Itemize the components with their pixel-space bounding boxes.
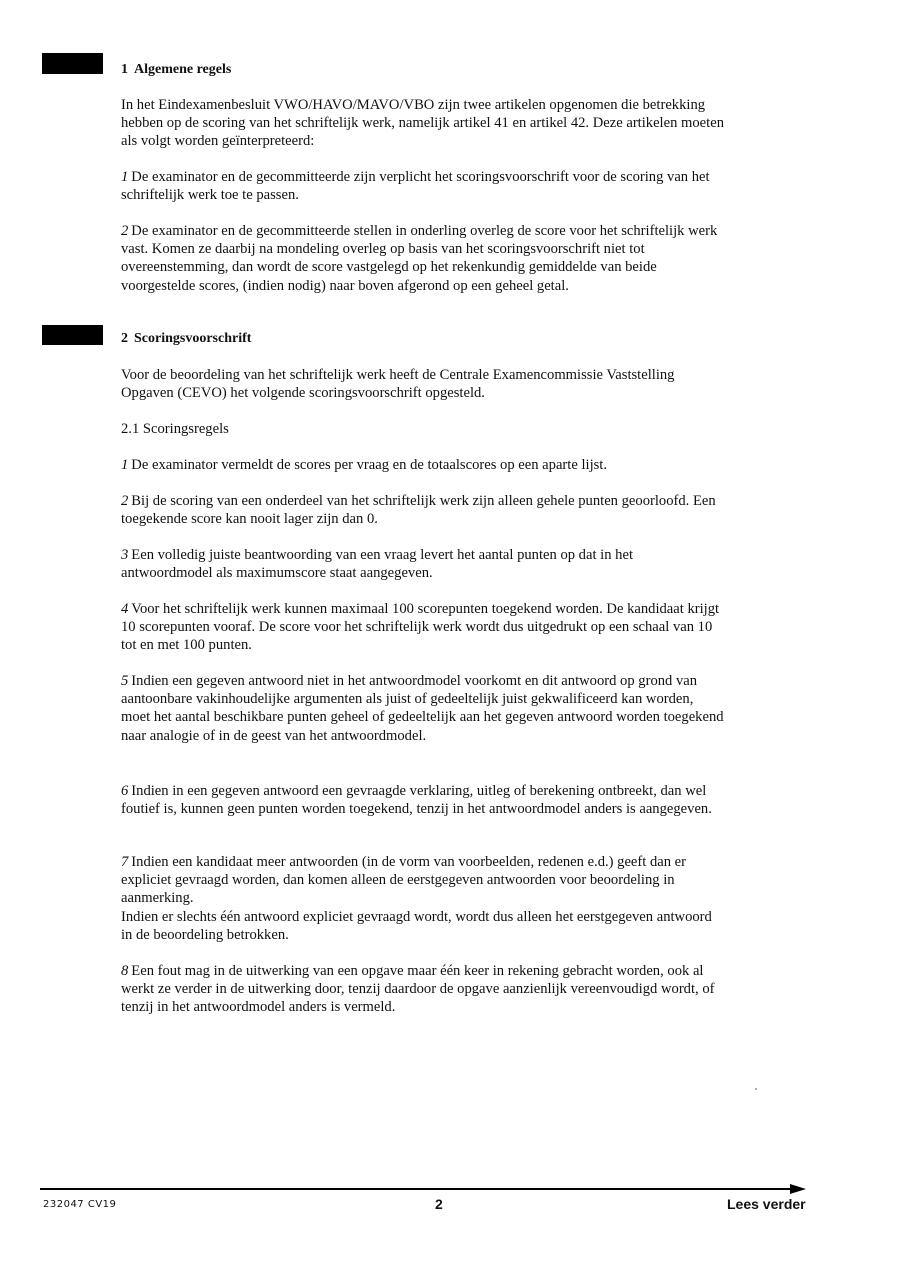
document-code: 232047 CV19 [43,1199,117,1210]
rule-paragraph [121,600,726,655]
subheading: 2.1 Scoringsregels [121,421,229,437]
rule-text: De examinator en de gecommitteerde stellen in onderling overleg de score voor het schriftelijk werk vast. Komen ze daarbij na mondeling overleg op basis van het scoringsvoorschrift niet tot overeenstemming, dan wordt de score vastgelegd op het rekenkundig gemiddelde van beide voorgestelde scores, (indien nodig) naar boven afgerond op een geheel getal. [121,223,718,294]
rule-number: 7 [121,854,129,870]
intro-paragraph: In het Eindexamenbesluit VWO/HAVO/MAVO/VBO zijn twee artikelen opgenomen die betrekking hebben op de scoring van het schriftelijk werk, namelijk artikel 41 en artikel 42. Deze artikelen moeten als volgt worden geïnterpreteerd: [121,97,724,150]
rule-text: Indien een kandidaat meer antwoorden (in de vorm van voorbeelden, redenen e.d.) geeft dan er expliciet gevraagd worden, dan komen alleen de eerstgegeven antwoorden voor beoordeling in aanmerking. [121,854,687,907]
continue-label: Lees verder [727,1196,806,1212]
rule-paragraph [121,222,726,295]
rule-paragraph [121,853,726,944]
rule-text: Bij de scoring van een onderdeel van het schriftelijk werk zijn alleen gehele punten geoorloofd. Een toegekende score kan nooit lager zijn dan 0. [121,493,716,528]
rule-number: 3 [121,547,129,563]
rule-text: De examinator en de gecommitteerde zijn verplicht het scoringsvoorschrift voor de scoring van het schriftelijk werk toe te passen. [121,169,710,204]
rule-text: Een fout mag in de uitwerking van een opgave maar één keer in rekening gebracht worden, ook al werkt ze verder in de uitwerking door, tenzij daardoor de opgave aanzienlijk vereenvoudigd wordt, of tenzij in het antwoordmodel anders is vermeld. [121,963,715,1016]
rule-paragraph [121,672,726,745]
rule-text: Voor het schriftelijk werk kunnen maximaal 100 scorepunten toegekend worden. De kandidaat krijgt 10 scorepunten vooraf. De score voor het schriftelijk werk wordt dus uitgedrukt op een schaal van 10 tot en met 100 punten. [121,601,720,654]
rule-text: De examinator vermeldt de scores per vraag en de totaalscores op een aparte lijst. [131,457,608,473]
rule-paragraph [121,546,726,582]
rule-number: 8 [121,963,129,979]
section-marker-bar [42,325,103,345]
rule-text: Een volledig juiste beantwoording van een vraag levert het aantal punten op dat in het antwoordmodel als maximumscore staat aangegeven. [121,547,633,582]
rule-text: Indien een gegeven antwoord niet in het antwoordmodel voorkomt en dit antwoord op grond van aantoonbare vakinhoudelijke argumenten als juist of gedeeltelijk juist gekwalificeerd kan worden, moet het aantal beschikbare punten geheel of gedeeltelijk aan het gegeven antwoord worden toegekend naar analogie of in de geest van het antwoordmodel. [121,673,724,744]
section-number: 2 [121,331,128,346]
rule-number: 5 [121,673,129,689]
footer-rule [40,1188,798,1190]
rule-number: 2 [121,223,129,239]
rule-number: 6 [121,783,129,799]
section-marker-bar [42,53,103,74]
rule-number: 2 [121,493,129,509]
rule-number: 4 [121,601,129,617]
rule-text-continued: Indien er slechts één antwoord expliciet gevraagd wordt, wordt dus alleen het eerstgegeven antwoord in de beoordeling betrokken. [121,908,712,943]
rule-paragraph [121,168,726,204]
section-heading-algemene-regels [121,61,231,79]
section-title: Scoringsvoorschrift [134,331,252,346]
rule-paragraph [121,962,726,1017]
rule-number: 1 [121,169,129,185]
section-number: 1 [121,62,128,77]
scan-speck [755,1088,757,1090]
intro-paragraph: Voor de beoordeling van het schriftelijk werk heeft de Centrale Examencommissie Vaststelling Opgaven (CEVO) het volgende scoringsvoorschrift opgesteld. [121,367,675,402]
rule-paragraph [121,492,726,528]
page-number: 2 [435,1196,443,1212]
section-title: Algemene regels [134,62,232,77]
rule-paragraph [121,782,726,818]
rule-paragraph [121,456,726,474]
rule-text: Indien in een gegeven antwoord een gevraagde verklaring, uitleg of berekening ontbreekt, dan wel foutief is, kunnen geen punten worden toegekend, tenzij in het antwoordmodel anders is aangegeven. [121,783,712,818]
section-heading-scoringsvoorschrift [121,330,251,348]
arrow-right-icon [790,1184,806,1194]
rule-number: 1 [121,457,129,473]
